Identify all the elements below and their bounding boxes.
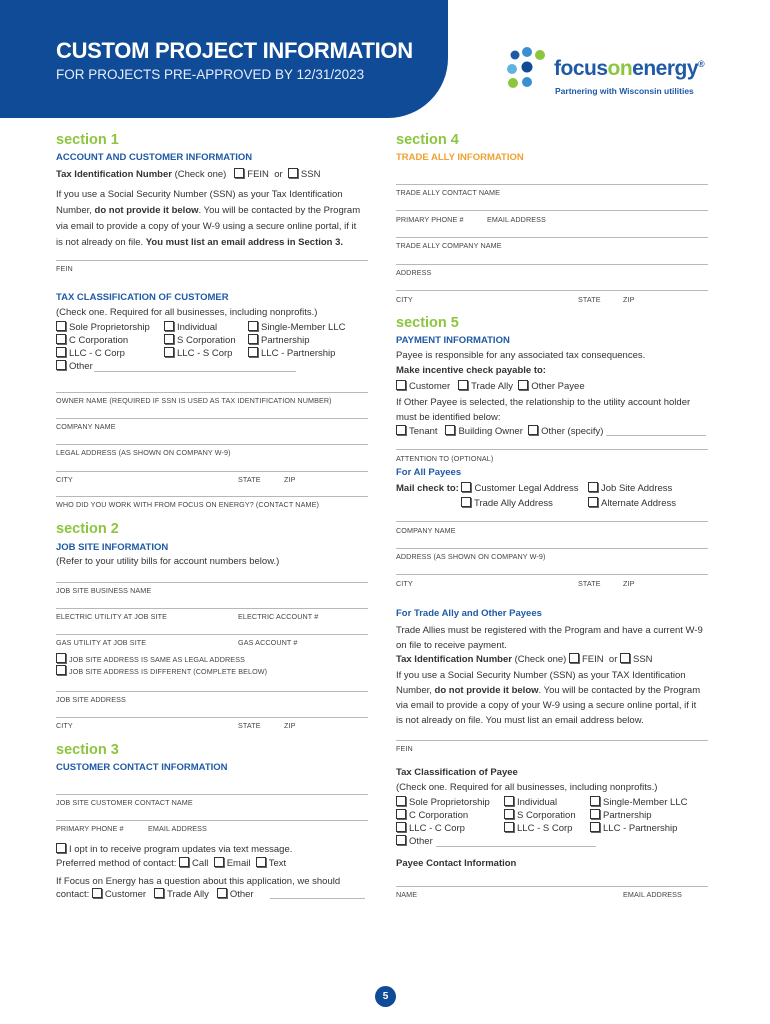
payee-llc-s-label: LLC - S Corp bbox=[517, 823, 573, 834]
payee-opt-llc-c[interactable] bbox=[396, 822, 465, 834]
preferred-contact-label: Preferred method of contact: bbox=[56, 858, 177, 869]
ta-payees-title: For Trade Ally and Other Payees bbox=[396, 608, 542, 619]
section-4-title: section 4 bbox=[396, 132, 459, 148]
opt-single-member-llc[interactable] bbox=[248, 321, 345, 333]
different-address-option[interactable] bbox=[56, 665, 267, 676]
payee-tin-row bbox=[396, 653, 653, 665]
payee-address-label: ADDRESS (AS SHOWN ON COMPANY W-9) bbox=[396, 552, 546, 561]
logo-wordmark bbox=[554, 57, 704, 81]
legal-address-field[interactable] bbox=[56, 444, 368, 445]
payee-c-corp-checkbox[interactable] bbox=[396, 809, 406, 819]
fein-option: FEIN bbox=[247, 169, 269, 180]
payee-fein-checkbox[interactable] bbox=[569, 653, 579, 663]
ssn-line-2b: do not provide it below bbox=[94, 205, 199, 216]
payable-options-row bbox=[396, 380, 585, 392]
payee-c-corp-label: C Corporation bbox=[409, 810, 469, 821]
q-other-checkbox[interactable] bbox=[217, 888, 227, 898]
ssn-line-2a: Number, bbox=[56, 205, 95, 216]
ta-zip-label: ZIP bbox=[623, 295, 635, 304]
logo-word-energy: energy bbox=[632, 57, 699, 80]
text-optin-label: I opt in to receive program updates via text message. bbox=[69, 844, 293, 855]
ta-address-option-label: Trade Ally Address bbox=[474, 498, 553, 509]
gas-field[interactable] bbox=[56, 634, 368, 635]
q-customer-checkbox[interactable] bbox=[92, 888, 102, 898]
question-contact-row bbox=[56, 888, 254, 900]
call-label: Call bbox=[192, 858, 209, 869]
payee-s-corp-checkbox[interactable] bbox=[504, 809, 514, 819]
ta-address-label: ADDRESS bbox=[396, 268, 432, 277]
company-name-label: COMPANY NAME bbox=[56, 422, 116, 431]
logo-dot bbox=[508, 78, 518, 88]
other-payee-note-1: If Other Payee is selected, the relationship to the utility account holder bbox=[396, 397, 691, 408]
payee-ssn-line-2 bbox=[396, 683, 700, 698]
ta-contact-field[interactable] bbox=[396, 184, 708, 185]
ssn-line-2c: . You will be contacted by the Program bbox=[198, 205, 361, 216]
ssn-line-3: via email to provide a copy of your W-9 using a secure online portal, if it bbox=[56, 221, 357, 232]
logo-tagline: Partnering with Wisconsin utilities bbox=[555, 86, 694, 96]
ta-payees-note-2: on file to receive payment. bbox=[396, 640, 507, 651]
payee-zip-label: ZIP bbox=[623, 579, 635, 588]
payee-partnership-label: Partnership bbox=[603, 810, 652, 821]
payee-other-label: Other bbox=[409, 836, 433, 847]
section-1-subtitle: ACCOUNT AND CUSTOMER INFORMATION bbox=[56, 152, 253, 163]
payee-tax-class-note: (Check one. Required for all businesses, including nonprofits.) bbox=[396, 782, 658, 793]
contact-name-label: JOB SITE CUSTOMER CONTACT NAME bbox=[56, 798, 193, 807]
pay-customer-label: Customer bbox=[409, 381, 451, 392]
llc-s-corp-label: LLC - S Corp bbox=[177, 348, 233, 359]
llc-c-corp-label: LLC - C Corp bbox=[69, 348, 125, 359]
make-payable-label: Make incentive check payable to: bbox=[396, 365, 546, 376]
alt-address-label: Alternate Address bbox=[601, 498, 676, 509]
payee-opt-individual[interactable] bbox=[504, 796, 557, 808]
llc-c-corp-checkbox[interactable] bbox=[56, 347, 66, 357]
who-worked-with-label: WHO DID YOU WORK WITH FROM FOCUS ON ENERGY? (CONTACT NAME) bbox=[56, 500, 319, 509]
gas-utility-label: GAS UTILITY AT JOB SITE bbox=[56, 638, 147, 647]
payee-email-label: EMAIL ADDRESS bbox=[623, 890, 682, 899]
job-site-address-option[interactable] bbox=[588, 482, 672, 494]
payee-partnership-checkbox[interactable] bbox=[590, 809, 600, 819]
building-owner-checkbox[interactable] bbox=[445, 425, 455, 435]
ta-company-field[interactable] bbox=[396, 237, 708, 238]
job-site-business-label: JOB SITE BUSINESS NAME bbox=[56, 586, 152, 595]
text-optin-checkbox[interactable] bbox=[56, 843, 66, 853]
section-2-subtitle: JOB SITE INFORMATION bbox=[56, 542, 169, 553]
opt-other[interactable] bbox=[56, 360, 93, 372]
page-subtitle: FOR PROJECTS PRE-APPROVED BY 12/31/2023 bbox=[56, 67, 365, 82]
ta-city-label: CITY bbox=[396, 295, 413, 304]
tin-label: Tax Identification Number bbox=[56, 169, 172, 180]
q-other-label: Other bbox=[229, 889, 254, 900]
payee-sole-checkbox[interactable] bbox=[396, 796, 406, 806]
section-1-title: section 1 bbox=[56, 132, 119, 148]
c-corp-label: C Corporation bbox=[69, 335, 129, 346]
job-site-zip-label: ZIP bbox=[284, 721, 296, 730]
section-3-subtitle: CUSTOMER CONTACT INFORMATION bbox=[56, 762, 228, 773]
logo-dot bbox=[522, 77, 532, 87]
tenant-checkbox[interactable] bbox=[396, 425, 406, 435]
payee-llc-p-label: LLC - Partnership bbox=[603, 823, 678, 834]
alt-address-checkbox[interactable] bbox=[588, 497, 598, 507]
opt-partnership[interactable] bbox=[248, 334, 310, 346]
attention-field[interactable] bbox=[396, 449, 708, 450]
ssn-line-4a: is not already on file. bbox=[56, 237, 146, 248]
contact-phone-email-field[interactable] bbox=[56, 820, 368, 821]
payee-city-label: CITY bbox=[396, 579, 413, 588]
all-payees-title: For All Payees bbox=[396, 467, 462, 478]
call-checkbox[interactable] bbox=[179, 857, 189, 867]
opt-sole-prop[interactable] bbox=[56, 321, 150, 333]
payee-ssn-line-4: is not already on file. You must list an email address below. bbox=[396, 715, 644, 726]
payee-name-label: NAME bbox=[396, 890, 418, 899]
payee-opt-other[interactable] bbox=[396, 835, 433, 847]
payee-contact-title: Payee Contact Information bbox=[396, 858, 517, 869]
payee-ssn-checkbox[interactable] bbox=[620, 653, 630, 663]
job-site-city-field[interactable] bbox=[56, 717, 368, 718]
same-address-checkbox[interactable] bbox=[56, 653, 66, 663]
payee-ssn-instructions bbox=[396, 668, 700, 728]
ssn-line-4b: You must list an email address in Section 3. bbox=[145, 237, 344, 248]
electric-utility-label: ELECTRIC UTILITY AT JOB SITE bbox=[56, 612, 168, 621]
attention-label: ATTENTION TO (OPTIONAL) bbox=[396, 454, 494, 463]
fein-field[interactable] bbox=[56, 260, 368, 261]
fein-field-label: FEIN bbox=[56, 264, 73, 273]
llc-s-corp-checkbox[interactable] bbox=[164, 347, 174, 357]
ta-address-field[interactable] bbox=[396, 264, 708, 265]
c-corp-checkbox[interactable] bbox=[56, 334, 66, 344]
opt-s-corp[interactable] bbox=[164, 334, 236, 346]
ta-city-field[interactable] bbox=[396, 290, 708, 291]
job-site-city-label: CITY bbox=[56, 721, 73, 730]
city-label: CITY bbox=[56, 475, 73, 484]
opt-llc-partnership[interactable] bbox=[248, 347, 335, 359]
section-4-subtitle: TRADE ALLY INFORMATION bbox=[396, 152, 524, 163]
payee-responsible: Payee is responsible for any associated tax consequences. bbox=[396, 350, 646, 361]
contact-label: contact: bbox=[56, 889, 90, 900]
preferred-contact-row bbox=[56, 857, 286, 869]
ssn-line-1: If you use a Social Security Number (SSN) as your Tax Identification bbox=[56, 189, 343, 200]
job-site-address-checkbox[interactable] bbox=[588, 482, 598, 492]
payee-opt-smllc[interactable] bbox=[590, 796, 687, 808]
s-corp-checkbox[interactable] bbox=[164, 334, 174, 344]
ssn-line-4 bbox=[56, 235, 360, 251]
text-label: Text bbox=[268, 858, 287, 869]
payee-tin-label: Tax Identification Number bbox=[396, 654, 512, 665]
other-specify-checkbox[interactable] bbox=[528, 425, 538, 435]
same-address-option[interactable] bbox=[56, 653, 245, 664]
state-label: STATE bbox=[238, 475, 261, 484]
question-text: If Focus on Energy has a question about this application, we should bbox=[56, 876, 341, 887]
ta-phone-label: PRIMARY PHONE # bbox=[396, 215, 464, 224]
q-trade-ally-label: Trade Ally bbox=[167, 889, 209, 900]
payee-fein-field[interactable] bbox=[396, 740, 708, 741]
payee-llc-c-checkbox[interactable] bbox=[396, 822, 406, 832]
pay-other-payee-checkbox[interactable] bbox=[518, 380, 528, 390]
payee-contact-field[interactable] bbox=[396, 886, 708, 887]
building-owner-label: Building Owner bbox=[458, 426, 523, 437]
company-name-field[interactable] bbox=[56, 418, 368, 419]
city-state-zip-field[interactable] bbox=[56, 471, 368, 472]
zip-label: ZIP bbox=[284, 475, 296, 484]
payee-opt-llc-s[interactable] bbox=[504, 822, 572, 834]
same-address-label: JOB SITE ADDRESS IS SAME AS LEGAL ADDRESS bbox=[69, 655, 245, 664]
alt-address-option[interactable] bbox=[588, 497, 676, 509]
section-3-title: section 3 bbox=[56, 742, 119, 758]
tax-classification-note: (Check one. Required for all businesses, including nonprofits.) bbox=[56, 307, 318, 318]
relationship-row bbox=[396, 425, 603, 437]
payee-city-field[interactable] bbox=[396, 574, 708, 575]
mail-check-row-1 bbox=[396, 482, 579, 494]
payee-opt-partnership[interactable] bbox=[590, 809, 652, 821]
different-address-checkbox[interactable] bbox=[56, 665, 66, 675]
payee-ssn-line-1: If you use a Social Security Number (SSN) as your TAX Identification bbox=[396, 670, 686, 681]
logo-word-focus: focus bbox=[554, 57, 608, 80]
payee-tax-class-title: Tax Classification of Payee bbox=[396, 767, 518, 778]
job-site-address-field[interactable] bbox=[56, 691, 368, 692]
sole-prop-checkbox[interactable] bbox=[56, 321, 66, 331]
logo-dot bbox=[507, 64, 517, 74]
payee-tin-check: (Check one) bbox=[511, 654, 567, 665]
payee-ssn-line-2a: Number, bbox=[396, 685, 435, 696]
payee-opt-sole[interactable] bbox=[396, 796, 490, 808]
electric-field[interactable] bbox=[56, 608, 368, 609]
ssn-option: SSN bbox=[300, 169, 321, 180]
pay-trade-ally-label: Trade Ally bbox=[471, 381, 513, 392]
opt-c-corp[interactable] bbox=[56, 334, 128, 346]
payee-individual-checkbox[interactable] bbox=[504, 796, 514, 806]
pay-other-payee-label: Other Payee bbox=[531, 381, 585, 392]
page-title: CUSTOM PROJECT INFORMATION bbox=[56, 38, 413, 63]
section-5-title: section 5 bbox=[396, 315, 459, 331]
ta-address-checkbox[interactable] bbox=[461, 497, 471, 507]
payee-ssn-line-3: via email to provide a copy of your W-9 using a secure online portal, if it bbox=[396, 700, 697, 711]
fein-checkbox[interactable] bbox=[234, 168, 244, 178]
pay-customer-checkbox[interactable] bbox=[396, 380, 406, 390]
payee-ssn-line-2c: . You will be contacted by the Program bbox=[538, 685, 701, 696]
ta-address-option[interactable] bbox=[461, 497, 553, 509]
payee-or: or bbox=[608, 654, 618, 665]
other-field[interactable] bbox=[94, 371, 296, 372]
section-2-title: section 2 bbox=[56, 521, 119, 537]
payee-llc-c-label: LLC - C Corp bbox=[409, 823, 465, 834]
smllc-checkbox[interactable] bbox=[248, 321, 258, 331]
other-label: Other bbox=[69, 361, 93, 372]
different-address-label: JOB SITE ADDRESS IS DIFFERENT (COMPLETE BELOW) bbox=[69, 667, 268, 676]
s-corp-label: S Corporation bbox=[177, 335, 236, 346]
individual-label: Individual bbox=[177, 322, 218, 333]
payee-smllc-label: Single-Member LLC bbox=[603, 797, 688, 808]
tenant-label: Tenant bbox=[409, 426, 438, 437]
tax-classification-title: TAX CLASSIFICATION OF CUSTOMER bbox=[56, 292, 229, 303]
owner-name-field[interactable] bbox=[56, 392, 368, 393]
payee-other-field[interactable] bbox=[436, 846, 596, 847]
opt-individual[interactable] bbox=[164, 321, 217, 333]
text-checkbox[interactable] bbox=[256, 857, 266, 867]
payee-other-checkbox[interactable] bbox=[396, 835, 406, 845]
partnership-checkbox[interactable] bbox=[248, 334, 258, 344]
logo-dot bbox=[511, 51, 520, 60]
ta-email-label: EMAIL ADDRESS bbox=[487, 215, 546, 224]
partnership-label: Partnership bbox=[261, 335, 310, 346]
payee-state-label: STATE bbox=[578, 579, 601, 588]
payee-opt-s-corp[interactable] bbox=[504, 809, 576, 821]
job-site-address-label: Job Site Address bbox=[601, 483, 673, 494]
llc-partnership-checkbox[interactable] bbox=[248, 347, 258, 357]
payee-address-field[interactable] bbox=[396, 548, 708, 549]
cust-legal-label: Customer Legal Address bbox=[474, 483, 579, 494]
gas-account-label: GAS ACCOUNT # bbox=[238, 638, 298, 647]
payee-fein-option: FEIN bbox=[581, 654, 604, 665]
logo-dot bbox=[522, 47, 532, 57]
q-trade-ally-checkbox[interactable] bbox=[154, 888, 164, 898]
electric-account-label: ELECTRIC ACCOUNT # bbox=[238, 612, 319, 621]
ta-state-label: STATE bbox=[578, 295, 601, 304]
who-worked-with-field[interactable] bbox=[56, 496, 368, 497]
text-optin[interactable] bbox=[56, 843, 292, 855]
payee-opt-llc-p[interactable] bbox=[590, 822, 677, 834]
job-site-business-field[interactable] bbox=[56, 582, 368, 583]
owner-name-label: OWNER NAME (REQUIRED IF SSN IS USED AS TAX IDENTIFICATION NUMBER) bbox=[56, 396, 332, 405]
ssn-instructions bbox=[56, 187, 360, 251]
payee-llc-p-checkbox[interactable] bbox=[590, 822, 600, 832]
mail-check-label: Mail check to: bbox=[396, 483, 459, 494]
other-payee-note-2: must be identified below: bbox=[396, 412, 501, 423]
q-customer-label: Customer bbox=[104, 889, 147, 900]
payee-opt-c-corp[interactable] bbox=[396, 809, 468, 821]
logo-dot bbox=[522, 62, 533, 73]
primary-phone-label: PRIMARY PHONE # bbox=[56, 824, 124, 833]
individual-checkbox[interactable] bbox=[164, 321, 174, 331]
email-address-label: EMAIL ADDRESS bbox=[148, 824, 207, 833]
section-5-subtitle: PAYMENT INFORMATION bbox=[396, 335, 510, 346]
payee-s-corp-label: S Corporation bbox=[517, 810, 576, 821]
logo-dot bbox=[535, 50, 545, 60]
email-checkbox[interactable] bbox=[214, 857, 224, 867]
payee-llc-s-checkbox[interactable] bbox=[504, 822, 514, 832]
ta-payees-note-1: Trade Allies must be registered with the Program and have a current W-9 bbox=[396, 625, 703, 636]
or-text: or bbox=[274, 169, 283, 180]
job-site-address-label: JOB SITE ADDRESS bbox=[56, 695, 126, 704]
q-other-field[interactable] bbox=[270, 898, 365, 899]
page-number: 5 bbox=[375, 986, 396, 1007]
opt-llc-c-corp[interactable] bbox=[56, 347, 125, 359]
tin-row bbox=[56, 168, 320, 180]
payee-smllc-checkbox[interactable] bbox=[590, 796, 600, 806]
focus-on-energy-logo-icon bbox=[503, 46, 551, 92]
other-checkbox[interactable] bbox=[56, 360, 66, 370]
payee-sole-label: Sole Proprietorship bbox=[409, 797, 490, 808]
contact-name-field[interactable] bbox=[56, 794, 368, 795]
payee-ssn-line-2b: do not provide it below bbox=[434, 685, 539, 696]
llc-partnership-label: LLC - Partnership bbox=[261, 348, 336, 359]
other-payee-note bbox=[396, 395, 690, 425]
sole-prop-label: Sole Proprietorship bbox=[69, 322, 150, 333]
smllc-label: Single-Member LLC bbox=[261, 322, 346, 333]
legal-address-label: LEGAL ADDRESS (AS SHOWN ON COMPANY W-9) bbox=[56, 448, 231, 457]
cust-legal-checkbox[interactable] bbox=[461, 482, 471, 492]
pay-trade-ally-checkbox[interactable] bbox=[458, 380, 468, 390]
payee-ssn-option: SSN bbox=[633, 654, 653, 665]
job-site-state-label: STATE bbox=[238, 721, 261, 730]
payee-company-label: COMPANY NAME bbox=[396, 526, 456, 535]
tin-check-note: (Check one) bbox=[171, 169, 227, 180]
ta-contact-label: TRADE ALLY CONTACT NAME bbox=[396, 188, 501, 197]
ssn-checkbox[interactable] bbox=[288, 168, 298, 178]
payee-individual-label: Individual bbox=[517, 797, 558, 808]
ta-payees-note bbox=[396, 623, 703, 653]
ta-phone-email-field[interactable] bbox=[396, 210, 708, 211]
payee-company-field[interactable] bbox=[396, 521, 708, 522]
logo-reg: ® bbox=[698, 59, 705, 69]
logo-word-on: on bbox=[607, 57, 633, 80]
ssn-line-2 bbox=[56, 203, 360, 219]
email-label: Email bbox=[226, 858, 251, 869]
ta-company-label: TRADE ALLY COMPANY NAME bbox=[396, 241, 502, 250]
other-specify-field[interactable] bbox=[606, 435, 706, 436]
payee-fein-label: FEIN bbox=[396, 744, 413, 753]
other-specify-label: Other (specify) bbox=[541, 426, 604, 437]
section-2-note: (Refer to your utility bills for account numbers below.) bbox=[56, 556, 280, 567]
opt-llc-s-corp[interactable] bbox=[164, 347, 232, 359]
